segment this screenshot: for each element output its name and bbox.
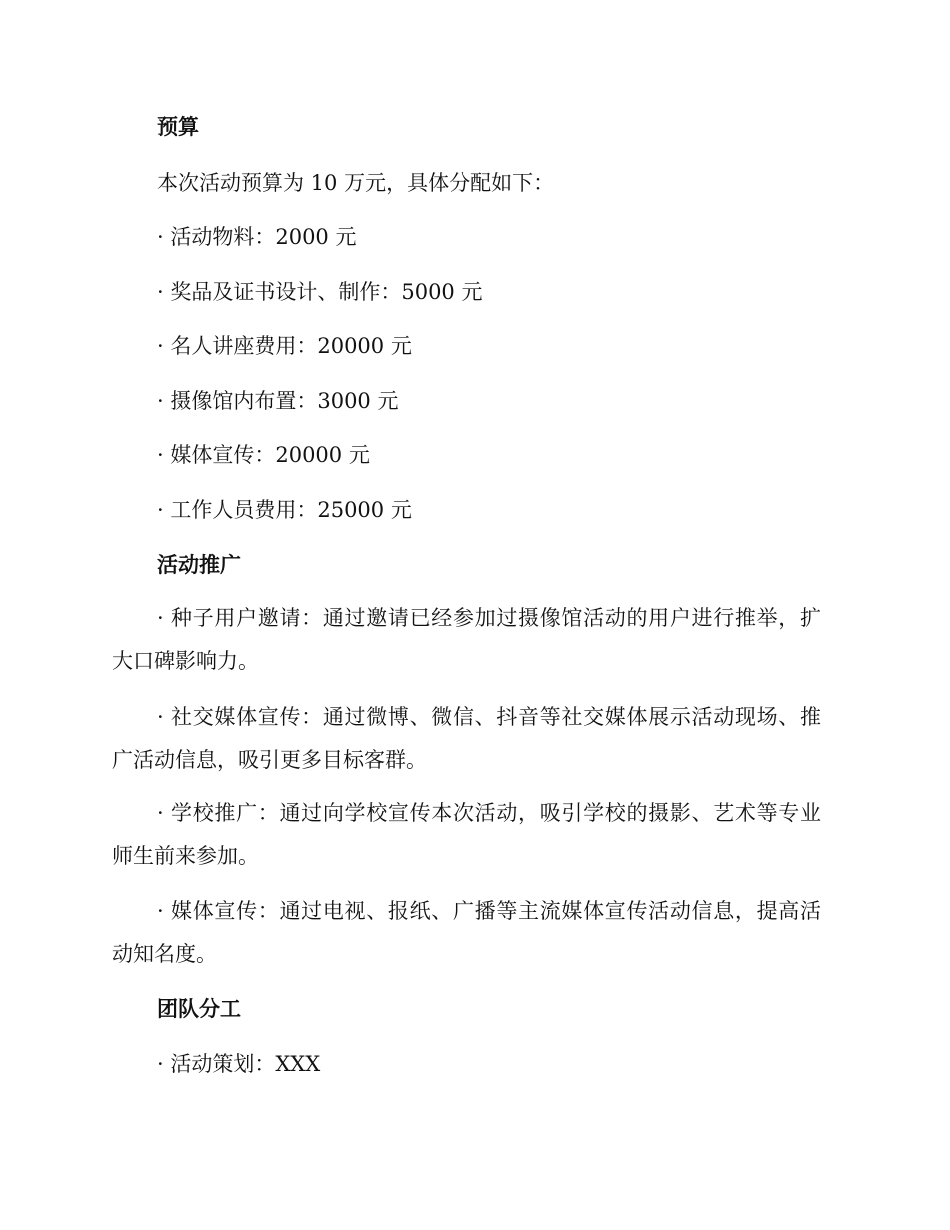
budget-intro: 本次活动预算为 10 万元，具体分配如下： <box>157 171 555 195</box>
promotion-item-seed-users: · 种子用户邀请：通过邀请已经参加过摄像馆活动的用户进行推举，扩大口碑影响力。 <box>112 606 821 673</box>
budget-item-decoration: · 摄像馆内布置：3000 元 <box>157 389 399 413</box>
promotion-heading: 活动推广 <box>157 553 241 577</box>
promotion-item-media: · 媒体宣传：通过电视、报纸、广播等主流媒体宣传活动信息，提高活动知名度。 <box>112 899 821 966</box>
budget-item-prizes: · 奖品及证书设计、制作：5000 元 <box>157 280 483 304</box>
team-heading: 团队分工 <box>157 997 241 1021</box>
team-item-planning: · 活动策划：XXX <box>157 1052 321 1076</box>
budget-item-media: · 媒体宣传：20000 元 <box>157 443 370 467</box>
budget-item-lecture: · 名人讲座费用：20000 元 <box>157 334 412 358</box>
promotion-item-schools: · 学校推广：通过向学校宣传本次活动，吸引学校的摄影、艺术等专业师生前来参加。 <box>112 801 821 868</box>
budget-heading: 预算 <box>157 115 199 139</box>
budget-item-materials: · 活动物料：2000 元 <box>157 225 357 249</box>
budget-item-staff: · 工作人员费用：25000 元 <box>157 498 412 522</box>
promotion-item-social-media: · 社交媒体宣传：通过微博、微信、抖音等社交媒体展示活动现场、推广活动信息，吸引更多目标客群。 <box>112 705 821 772</box>
